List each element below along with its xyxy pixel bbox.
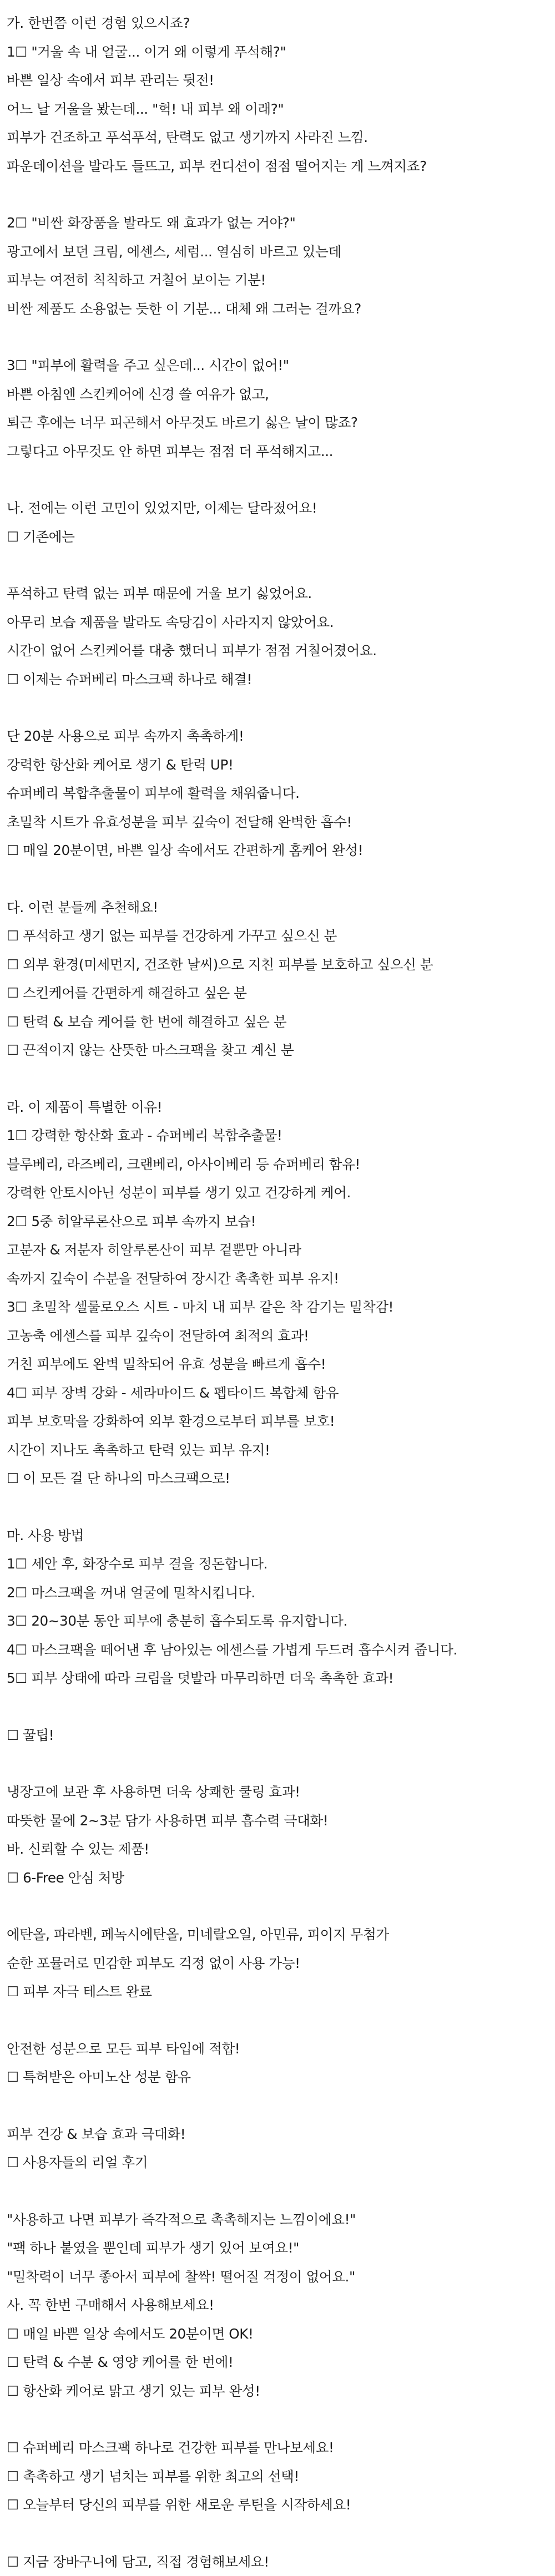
- text-line: 피부는 여전히 칙칙하고 거칠어 보이는 기분!: [7, 266, 549, 295]
- paragraph-case-2: [7, 209, 549, 323]
- text-line: ☐ 사용자들의 리얼 후기: [7, 2148, 549, 2177]
- text-line: ☐ 촉촉하고 생기 넘치는 피부를 위한 최고의 선택!: [7, 2462, 549, 2491]
- text-line: 고분자 & 저분자 히알루론산이 피부 겉뿐만 아니라: [7, 1236, 549, 1264]
- text-line: 단 20분 사용으로 피부 속까지 촉촉하게!: [7, 722, 549, 751]
- text-line: 1☐ "거울 속 내 얼굴... 이거 왜 이렇게 푸석해?": [7, 38, 549, 67]
- text-line: 그렇다고 아무것도 안 하면 피부는 점점 더 푸석해지고...: [7, 437, 549, 466]
- text-line: ☐ 매일 20분이면, 바쁜 일상 속에서도 간편하게 홈케어 완성!: [7, 836, 549, 865]
- text-line: ☐ 끈적이지 않는 산뜻한 마스크팩을 찾고 계신 분: [7, 1036, 549, 1065]
- paragraph-safe: [7, 2035, 549, 2092]
- text-line: ☐ 매일 바쁜 일상 속에서도 20분이면 OK!: [7, 2320, 549, 2349]
- paragraph-usage: [7, 1521, 549, 1693]
- text-line: ☐ 푸석하고 생기 없는 피부를 건강하게 가꾸고 싶으신 분: [7, 922, 549, 950]
- paragraph-tip-body: [7, 1778, 549, 1892]
- text-line: 시간이 없어 스킨케어를 대충 했더니 피부가 점점 거칠어졌어요.: [7, 636, 549, 665]
- text-line: 초밀착 시트가 유효성분을 피부 깊숙이 전달해 완벽한 흡수!: [7, 808, 549, 837]
- text-line: 안전한 성분으로 모든 피부 타입에 적합!: [7, 2035, 549, 2063]
- paragraph-reviews-head: [7, 2120, 549, 2177]
- text-line: 퇴근 후에는 너무 피곤해서 아무것도 바르기 싫은 날이 많죠?: [7, 408, 549, 437]
- paragraph-case-3: [7, 351, 549, 465]
- text-line: 사. 꼭 한번 구매해서 사용해보세요!: [7, 2291, 549, 2320]
- paragraph-before-header: [7, 494, 549, 551]
- text-line: 따뜻한 물에 2~3분 담가 사용하면 피부 흡수력 극대화!: [7, 1806, 549, 1835]
- text-line: ☐ 피부 자극 테스트 완료: [7, 1977, 549, 2006]
- text-line: 가. 한번쯤 이런 경험 있으시죠?: [7, 9, 549, 38]
- text-line: 1☐ 세안 후, 화장수로 피부 결을 정돈합니다.: [7, 1550, 549, 1578]
- text-line: 3☐ 20~30분 동안 피부에 충분히 흡수되도록 유지합니다.: [7, 1607, 549, 1636]
- text-line: ☐ 슈퍼베리 마스크팩 하나로 건강한 피부를 만나보세요!: [7, 2433, 549, 2462]
- text-line: 1☐ 강력한 항산화 효과 - 슈퍼베리 복합추출물!: [7, 1121, 549, 1150]
- text-line: 3☐ "피부에 활력을 주고 싶은데... 시간이 없어!": [7, 351, 549, 380]
- text-line: ☐ 이제는 슈퍼베리 마스크팩 하나로 해결!: [7, 665, 549, 694]
- text-line: 2☐ 5중 히알루론산으로 피부 속까지 보습!: [7, 1207, 549, 1236]
- paragraph-closing: [7, 2433, 549, 2519]
- text-line: 4☐ 피부 장벽 강화 - 세라마이드 & 펩타이드 복합체 함유: [7, 1379, 549, 1408]
- paragraph-cta: [7, 2548, 549, 2576]
- text-line: ☐ 항산화 케어로 맑고 생기 있는 피부 완성!: [7, 2377, 549, 2406]
- text-line: 2☐ 마스크팩을 꺼내 얼굴에 밀착시킵니다.: [7, 1578, 549, 1607]
- text-line: ☐ 스킨케어를 간편하게 해결하고 싶은 분: [7, 979, 549, 1008]
- text-line: ☐ 특허받은 아미노산 성분 함유: [7, 2063, 549, 2092]
- paragraph-reviews: [7, 2205, 549, 2406]
- text-line: 고농축 에센스를 피부 깊숙이 전달하여 최적의 효과!: [7, 1322, 549, 1350]
- text-line: 피부가 건조하고 푸석푸석, 탄력도 없고 생기까지 사라진 느낌.: [7, 123, 549, 152]
- paragraph-tip-head: [7, 1721, 549, 1750]
- text-line: 피부 건강 & 보습 효과 극대화!: [7, 2120, 549, 2149]
- text-line: 슈퍼베리 복합추출물이 피부에 활력을 채워줍니다.: [7, 779, 549, 808]
- text-line: 순한 포뮬러로 민감한 피부도 걱정 없이 사용 가능!: [7, 1949, 549, 1978]
- text-line: ☐ 6-Free 안심 처방: [7, 1864, 549, 1892]
- text-line: 광고에서 보던 크림, 에센스, 세럼... 열심히 바르고 있는데: [7, 237, 549, 266]
- text-line: 피부 보호막을 강화하여 외부 환경으로부터 피부를 보호!: [7, 1407, 549, 1436]
- text-line: 속까지 깊숙이 수분을 전달하여 장시간 촉촉한 피부 유지!: [7, 1264, 549, 1293]
- text-line: 시간이 지나도 촉촉하고 탄력 있는 피부 유지!: [7, 1436, 549, 1465]
- paragraph-before-body: [7, 579, 549, 694]
- text-line: 푸석하고 탄력 없는 피부 때문에 거울 보기 싫었어요.: [7, 579, 549, 608]
- text-line: "팩 하나 붙였을 뿐인데 피부가 생기 있어 보여요!": [7, 2234, 549, 2263]
- text-line: 파운데이션을 발라도 들뜨고, 피부 컨디션이 점점 떨어지는 게 느껴지죠?: [7, 152, 549, 181]
- text-line: 강력한 항산화 케어로 생기 & 탄력 UP!: [7, 751, 549, 780]
- text-line: 나. 전에는 이런 고민이 있었지만, 이제는 달라졌어요!: [7, 494, 549, 523]
- paragraph-recommend: [7, 893, 549, 1065]
- text-line: 바쁜 아침엔 스킨케어에 신경 쓸 여유가 없고,: [7, 380, 549, 409]
- text-line: 비싼 제품도 소용없는 듯한 이 기분... 대체 왜 그러는 걸까요?: [7, 295, 549, 323]
- text-line: ☐ 오늘부터 당신의 피부를 위한 새로운 루틴을 시작하세요!: [7, 2491, 549, 2519]
- text-line: 냉장고에 보관 후 사용하면 더욱 상쾌한 쿨링 효과!: [7, 1778, 549, 1806]
- text-line: 라. 이 제품이 특별한 이유!: [7, 1093, 549, 1122]
- text-line: 블루베리, 라즈베리, 크랜베리, 아사이베리 등 슈퍼베리 함유!: [7, 1150, 549, 1179]
- text-line: 강력한 안토시아닌 성분이 피부를 생기 있고 건강하게 케어.: [7, 1178, 549, 1207]
- text-line: 어느 날 거울을 봤는데... "헉! 내 피부 왜 이래?": [7, 95, 549, 124]
- text-line: 에탄올, 파라벤, 페녹시에탄올, 미네랄오일, 아민류, 피이지 무첨가: [7, 1920, 549, 1949]
- text-line: 바쁜 일상 속에서 피부 관리는 뒷전!: [7, 66, 549, 95]
- text-line: 바. 신뢰할 수 있는 제품!: [7, 1835, 549, 1864]
- text-line: ☐ 기존에는: [7, 523, 549, 551]
- text-line: 4☐ 마스크팩을 떼어낸 후 남아있는 에센스를 가볍게 두드려 흡수시켜 줍니다.: [7, 1636, 549, 1664]
- text-line: 거친 피부에도 완벽 밀착되어 유효 성분을 빠르게 흡수!: [7, 1350, 549, 1379]
- text-line: ☐ 탄력 & 보습 케어를 한 번에 해결하고 싶은 분: [7, 1008, 549, 1036]
- text-line: 2☐ "비싼 화장품을 발라도 왜 효과가 없는 거야?": [7, 209, 549, 237]
- text-line: 아무리 보습 제품을 발라도 속당김이 사라지지 않았어요.: [7, 608, 549, 637]
- paragraph-intro: [7, 9, 549, 180]
- text-line: "밀착력이 너무 좋아서 피부에 찰싹! 떨어질 걱정이 없어요.": [7, 2263, 549, 2291]
- text-line: ☐ 꿀팁!: [7, 1721, 549, 1750]
- text-line: 3☐ 초밀착 셀룰로오스 시트 - 마치 내 피부 같은 착 감기는 밀착감!: [7, 1293, 549, 1322]
- text-line: 다. 이런 분들께 추천해요!: [7, 893, 549, 922]
- text-line: ☐ 지금 장바구니에 담고, 직접 경험해보세요!: [7, 2548, 549, 2576]
- text-line: ☐ 외부 환경(미세먼지, 건조한 날씨)으로 지친 피부를 보호하고 싶으신 분: [7, 950, 549, 979]
- text-line: 마. 사용 방법: [7, 1521, 549, 1550]
- paragraph-free: [7, 1920, 549, 2006]
- paragraph-special: [7, 1093, 549, 1493]
- text-line: ☐ 이 모든 걸 단 하나의 마스크팩으로!: [7, 1464, 549, 1493]
- paragraph-now: [7, 722, 549, 865]
- text-line: "사용하고 나면 피부가 즉각적으로 촉촉해지는 느낌이에요!": [7, 2205, 549, 2234]
- text-line: ☐ 탄력 & 수분 & 영양 케어를 한 번에!: [7, 2348, 549, 2377]
- text-line: 5☐ 피부 상태에 따라 크림을 덧발라 마무리하면 더욱 촉촉한 효과!: [7, 1664, 549, 1693]
